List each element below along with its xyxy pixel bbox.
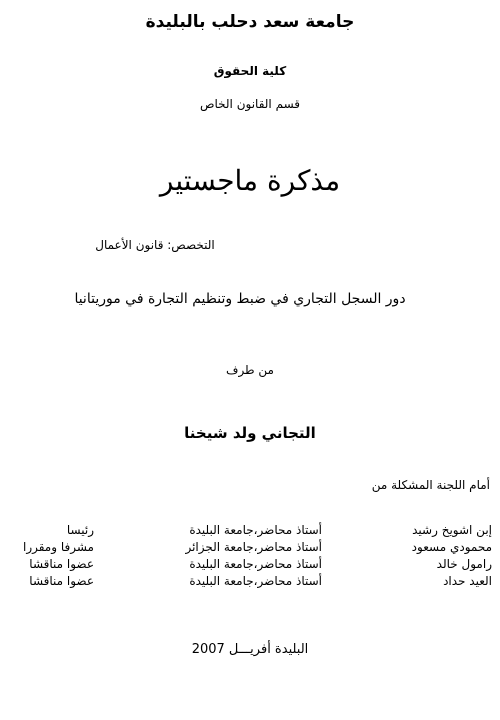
specialization: التخصص: قانون الأعمال bbox=[95, 238, 215, 252]
member-title: أستاذ محاضر،جامعة البليدة bbox=[189, 574, 322, 588]
member-title: أستاذ محاضر،جامعة الجزائر bbox=[185, 540, 322, 554]
by-label: من طرف bbox=[226, 363, 274, 377]
member-name: محمودي مسعود bbox=[411, 540, 492, 554]
member-title: أستاذ محاضر،جامعة البليدة bbox=[189, 557, 322, 571]
committee-title: أمام اللجنة المشكلة من bbox=[371, 478, 490, 492]
committee-row bbox=[12, 574, 492, 590]
committee-row bbox=[12, 557, 492, 573]
member-role: عضوا مناقشا bbox=[29, 574, 94, 588]
university-name: جامعة سعد دحلب بالبليدة bbox=[145, 12, 355, 32]
member-name: رامول خالد bbox=[436, 557, 492, 571]
member-role: عضوا مناقشا bbox=[29, 557, 94, 571]
member-role: مشرفا ومقررا bbox=[22, 540, 94, 554]
place-and-date: البليدة أفريـــل 2007 bbox=[191, 642, 309, 657]
member-title: أستاذ محاضر،جامعة البليدة bbox=[189, 523, 322, 537]
author-name: التجاني ولد شيخنا bbox=[184, 424, 316, 442]
committee-row bbox=[12, 523, 492, 539]
thesis-title: دور السجل التجاري في ضبط وتنظيم التجارة في موريتانيا bbox=[74, 291, 406, 307]
member-name: إبن اشويخ رشيد bbox=[412, 523, 492, 537]
document-type-title: مذكرة ماجستير bbox=[159, 164, 341, 197]
member-role: رئيسا bbox=[66, 523, 94, 537]
committee-row bbox=[12, 540, 492, 556]
faculty-name: كلية الحقوق bbox=[213, 64, 287, 78]
department-name: قسم القانون الخاص bbox=[199, 97, 301, 111]
member-name: العيد حداد bbox=[443, 574, 492, 588]
